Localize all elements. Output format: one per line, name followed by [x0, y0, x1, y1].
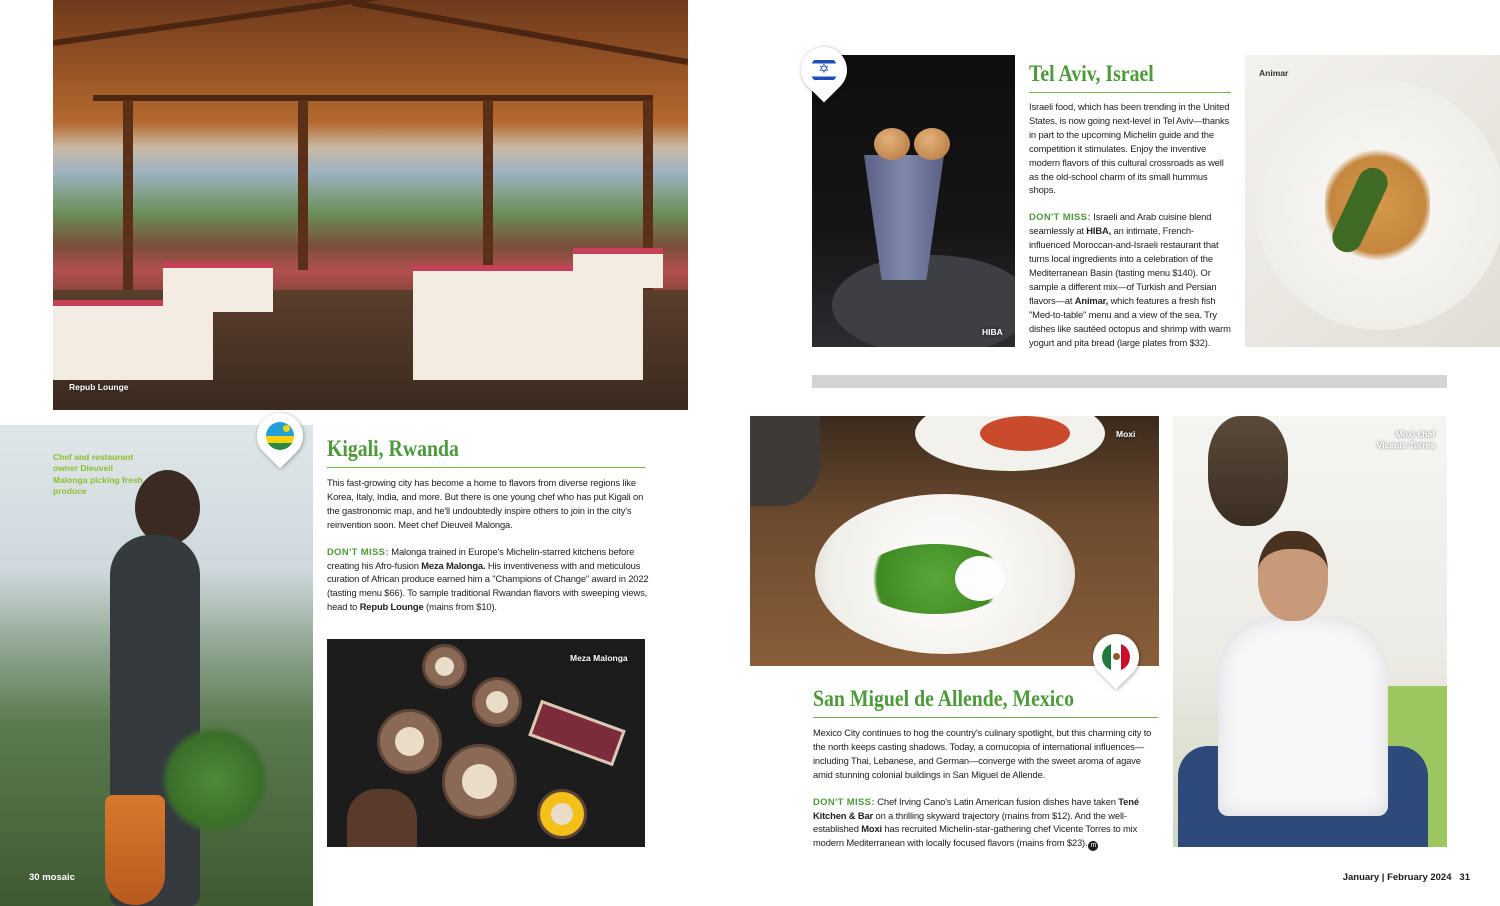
sanmiguel-dm-text: has recruited Michelin-star-gathering chef Vicente Torres to mix modern Mediterranean with locally focused flavors (mains from $23). [813, 823, 1138, 849]
kigali-dm-text: (mains from $10). [423, 601, 497, 613]
dont-miss-label: DON'T MISS: [1029, 211, 1091, 223]
telaviv-title: Tel Aviv, Israel [1029, 61, 1154, 86]
photo-credit-repub-lounge: Repub Lounge [69, 382, 129, 392]
dont-miss-label: DON'T MISS: [327, 545, 389, 557]
sanmiguel-title: San Miguel de Allende, Mexico [813, 686, 1074, 711]
photo-credit-meza-malonga: Meza Malonga [570, 653, 628, 663]
sanmiguel-intro: Mexico City continues to hog the country's culinary spotlight, but this charming city to the north keeps casting shadows. Today, a cornucopia of international influences—including Thai, Lebanese, and German—converge with the sweet aroma of agave amid stunning colonial buildings in San Miguel de Allende. [813, 727, 1152, 780]
photo-credit-moxi: Moxi [1116, 429, 1136, 439]
venue-tene-kitchen-bar: Tené Kitchen & Bar [813, 795, 1139, 821]
credit-line: Moxi chef [1395, 429, 1435, 439]
israel-location-pin-icon [801, 43, 847, 103]
sanmiguel-dont-miss [813, 795, 1153, 852]
telaviv-dm-text: Israeli and Arab cuisine blend seamlessly at [1029, 211, 1212, 237]
sanmiguel-dm-text: Chef Irving Cano's Latin American fusion dishes have taken [874, 795, 1119, 807]
venue-animar: Animar, [1074, 294, 1109, 306]
moxi-dish-photo [750, 416, 1159, 666]
rwanda-flag-icon [266, 422, 294, 450]
photo-credit-animar: Animar [1259, 68, 1289, 78]
sanmiguel-title-rule [813, 717, 1158, 718]
end-of-article-icon: m [1088, 841, 1098, 851]
moxi-chef-photo [1173, 416, 1447, 847]
page-number-left: 30 mosaic [29, 872, 75, 883]
sanmiguel-article [813, 726, 1153, 864]
telaviv-intro: Israeli food, which has been trending in the United States, is now going next-level in Tel Aviv—thanks in part to the upcoming Michelin guide and the competition it stimulates. Enjoy the inventive modern flavors of this cultural crossroads as well as the old-school charm of its small hummus shops. [1029, 101, 1230, 196]
chef-photo-caption: Chef and restaurant owner Dieuveil Malonga picking fresh produce [53, 452, 143, 496]
kigali-dm-text: Malonga trained in Europe's Michelin-starred kitchens before creating his Afro-fusion [327, 545, 635, 571]
dont-miss-label: DON'T MISS: [813, 795, 875, 807]
photo-credit-moxi-chef [1377, 429, 1435, 450]
mexico-flag-icon [1102, 643, 1130, 671]
kigali-title: Kigali, Rwanda [327, 436, 459, 461]
kigali-article [327, 476, 649, 627]
kigali-title-rule [327, 467, 645, 468]
chef-malonga-photo [0, 425, 313, 906]
venue-meza-malonga: Meza Malonga. [421, 559, 486, 571]
meza-malonga-photo [327, 639, 645, 847]
sanmiguel-dm-text: on a thrilling skyward trajectory (mains from $12). And the well-established [813, 809, 1127, 835]
rwanda-location-pin-icon [257, 409, 303, 469]
animar-photo [1245, 55, 1500, 347]
telaviv-dm-text: an intimate, French-influenced Moroccan-and-Israeli restaurant that turns local ingredients into a celebration of the Mediterranean Basin (tasting menu $140). Or sample a different mix—of Turkish and Persian flavors—at [1029, 225, 1219, 306]
credit-line: Vicente Torres [1376, 439, 1435, 450]
telaviv-dont-miss [1029, 210, 1235, 349]
mexico-location-pin-icon [1093, 630, 1139, 690]
venue-repub-lounge: Repub Lounge [359, 601, 424, 613]
telaviv-title-rule [1029, 92, 1231, 93]
telaviv-article [1029, 100, 1235, 362]
section-divider-bar [812, 375, 1447, 388]
israel-flag-icon: ✡ [810, 56, 838, 84]
kigali-dm-text: His inventiveness with and meticulous curation of African produce earned him a "Champions of Change" award in 2022 (tasting menu $66). To sample traditional Rwandan flavors with sweeping views, head to [327, 559, 649, 613]
telaviv-dm-text: which features a fresh fish "Med-to-table" menu and a view of the sea. Try dishes like sautéed octopus and shrimp with warm yogurt and pita bread (large plates from $32). [1029, 294, 1231, 348]
kigali-intro: This fast-growing city has become a home to flavors from diverse regions like Korea, Italy, India, and more. But there is one young chef who has put Kigali on the gastronomic map, and he'll undoubtedly inspire others to join in the city's reinvention soon. Meet chef Dieuveil Malonga. [327, 477, 644, 530]
kigali-dont-miss [327, 545, 649, 615]
repub-lounge-photo [53, 0, 688, 410]
photo-credit-hiba: HIBA [982, 327, 1003, 337]
venue-hiba: HIBA, [1086, 225, 1112, 237]
page-number-right: January | February 2024 31 [1342, 872, 1470, 883]
venue-moxi: Moxi [861, 823, 882, 835]
